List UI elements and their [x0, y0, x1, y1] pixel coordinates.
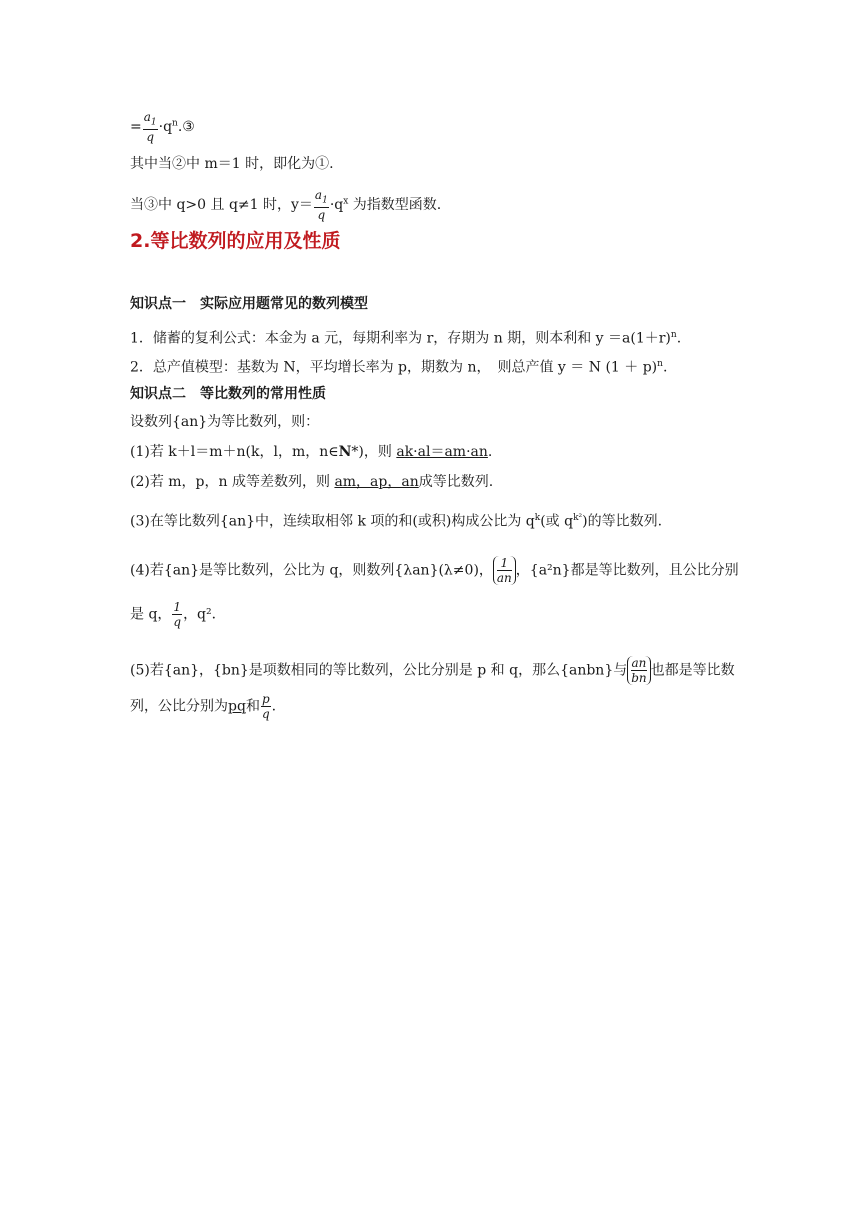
knowledge-point-2-title: 知识点二 等比数列的常用性质	[130, 386, 326, 402]
section-heading: 2.等比数列的应用及性质	[130, 230, 341, 252]
exponential-note: 当③中 q>0 且 q≠1 时，y＝ $\frac{a_1}{q}$ $\cdot q^x$ 为指数型函数.	[130, 188, 442, 223]
property-5-cont: 列，公比分别为pq和 $\frac{p}{q}$ .	[130, 692, 277, 721]
equals: =	[130, 119, 142, 136]
fraction-a1-over-q-2: $\frac{a_1}{q}$	[314, 188, 328, 223]
fraction-p-over-q: $\frac{p}{q}$	[261, 692, 270, 721]
knowledge-point-1-title: 知识点一 实际应用题常见的数列模型	[130, 296, 368, 312]
property-4-cont: 是 q， $\frac{1}{q}$ ，q²．	[130, 600, 226, 629]
reciprocal-sequence: $\frac{1}{an}$	[493, 556, 516, 585]
properties-intro: 设数列{an}为等比数列，则：	[130, 414, 320, 430]
property-1: (1)若 k＋l＝m＋n(k，l，m，n∈N*)，则 ak·al＝am·an.	[130, 444, 493, 460]
property-5: (5)若{an}，{bn}是项数相同的等比数列，公比分别是 p 和 q，那么{anbn}与 $\frac{an}{bn}$ 也都是等比数	[130, 656, 735, 685]
note-line: 其中当②中 m＝1 时，即化为①.	[130, 156, 334, 172]
property-4: (4)若{an}是等比数列，公比为 q，则数列{λan}(λ≠0)， $\frac{1}{an}$ ，{a²n}都是等比数列，且公比分别	[130, 556, 739, 585]
quotient-sequence: $\frac{an}{bn}$	[627, 656, 650, 685]
compound-interest-item: 1．储蓄的复利公式：本金为 a 元，每期利率为 r，存期为 n 期，则本利和 $y =a(1+r)^n$.	[130, 330, 682, 347]
property-3: (3)在等比数列{an}中，连续取相邻 k 项的和(或积)构成公比为 $q^k$(或 $q^{k^2}$)的等比数列.	[130, 513, 663, 530]
fraction-a1-over-q: $\frac{a_1}{q}$	[143, 110, 157, 145]
formula-line-3: = $\frac{a_1}{q}$ $\cdot q^n.③$	[130, 110, 195, 145]
property-2: (2)若 m，p，n 成等差数列，则 am，ap，an成等比数列.	[130, 474, 494, 490]
total-output-item: 2．总产值模型：基数为 N，平均增长率为 p，期数为 n， 则总产值 y ＝ N $(1 + p)^n$.	[130, 359, 668, 376]
fraction-1-over-q: $\frac{1}{q}$	[173, 600, 182, 629]
